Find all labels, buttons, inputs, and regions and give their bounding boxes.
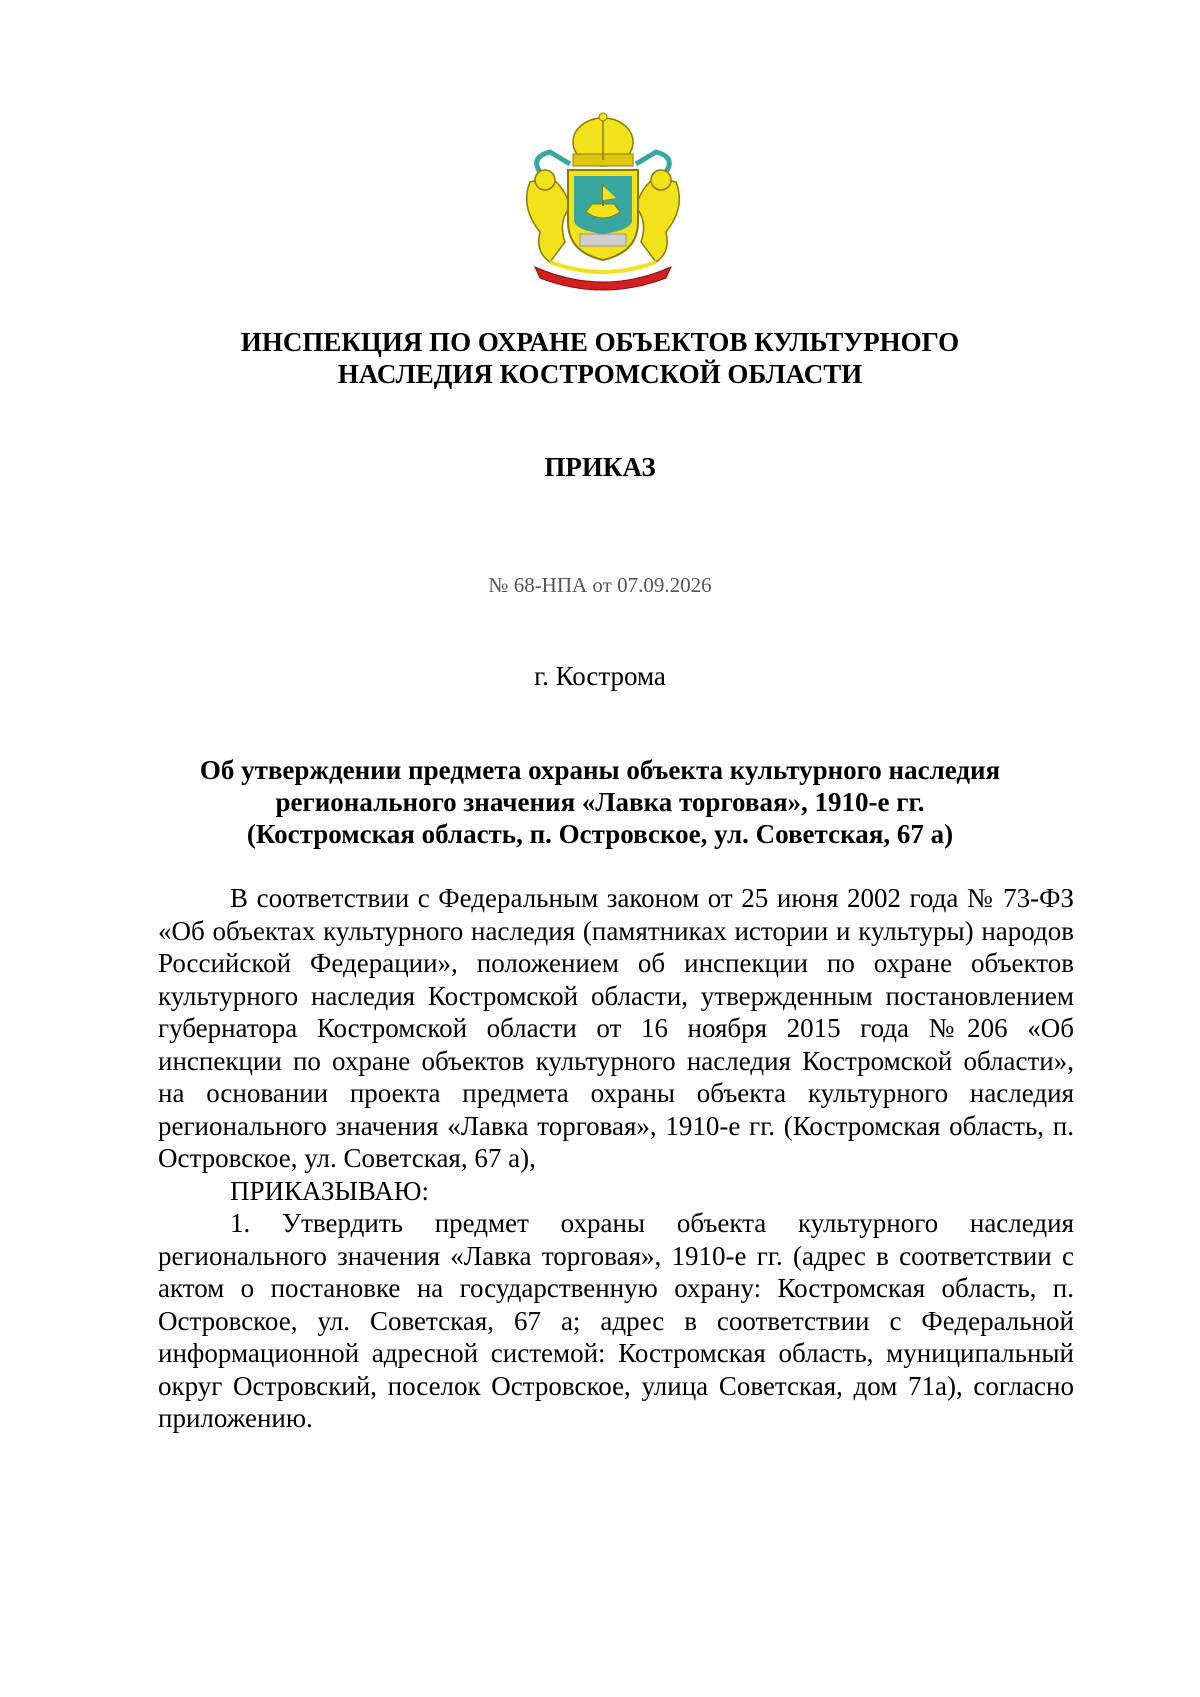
- order-subject-line-3: (Костромская область, п. Островское, ул. Советская, 67 а): [246, 819, 954, 849]
- coat-of-arms-icon: [510, 112, 696, 292]
- organization-name: [0, 326, 1200, 390]
- organization-name-line-2: НАСЛЕДИЯ КОСТРОМСКОЙ ОБЛАСТИ: [337, 359, 863, 389]
- order-item-1: 1. Утвердить предмет охраны объекта культурного наследия регионального значения «Лавка торговая», 1910-е гг. (адрес в соответствии с актом о постановке на государственную охрану: Костромская область, п. Островское, ул. Советская, 67 а; адрес в соответствии с Федеральной информационной адресной системой: Костромская область, муниципальный округ Островский, поселок Островское, улица Советская, дом 71а), согласно приложению.: [158, 1208, 1074, 1433]
- preamble-paragraph: В соответствии с Федеральным законом от 25 июня 2002 года № 73-ФЗ «Об объектах культурного наследия (памятниках истории и культуры) народов Российской Федерации», положением об инспекции по охране объектов культурного наследия Костромской области, утвержденным постановлением губернатора Костромской области от 16 ноября 2015 года №206 «Об инспекции по охране объектов культурного наследия Костромской области», на основании проекта предмета охраны объекта культурного наследия регионального значения «Лавка торговая», 1910-е гг. (Костромская область, п. Островское, ул. Советская, 67 а),: [158, 883, 1074, 1173]
- order-subject-line-1: Об утверждении предмета охраны объекта культурного наследия: [199, 755, 1001, 785]
- order-subject-line-2: регионального значения «Лавка торговая», 1910-е гг.: [275, 787, 925, 817]
- order-city: г. Кострома: [534, 661, 666, 691]
- order-number: № 68-НПА от 07.09.2026: [488, 573, 712, 597]
- decree-word: ПРИКАЗЫВАЮ:: [230, 1175, 429, 1206]
- organization-name-line-1: ИНСПЕКЦИЯ ПО ОХРАНЕ ОБЪЕКТОВ КУЛЬТУРНОГО: [240, 327, 960, 357]
- order-body: [158, 882, 1074, 1435]
- order-subject: [0, 754, 1200, 850]
- order-title: ПРИКАЗ: [544, 452, 656, 482]
